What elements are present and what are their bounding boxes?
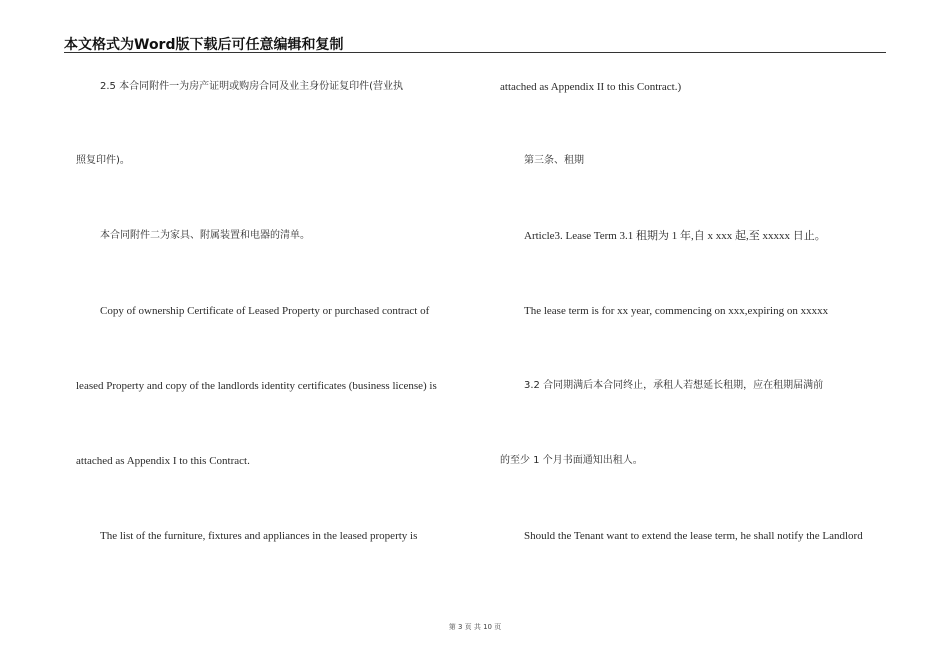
right-line-5: 3.2 合同期满后本合同终止，承租人若想延长租期，应在租期届满前 xyxy=(524,380,824,391)
right-line-4: The lease term is for xx year, commencing on xxx,expiring on xxxxx xyxy=(524,305,829,317)
right-line-6: 的至少 1 个月书面通知出租人。 xyxy=(500,455,643,466)
left-line-1: 2.5 本合同附件一为房产证明或购房合同及业主身份证复印件(营业执 xyxy=(100,81,403,92)
right-line-1: attached as Appendix II to this Contract.) xyxy=(500,81,682,93)
left-line-5: leased Property and copy of the landlords identity certificates (business license) is xyxy=(76,380,437,392)
left-line-4: Copy of ownership Certificate of Leased Property or purchased contract of xyxy=(100,305,430,317)
right-line-2: 第三条、租期 xyxy=(524,155,584,166)
right-line-3: Article3. Lease Term 3.1 租期为 1 年,自 x xxx 起,至 xxxxx 日止。 xyxy=(524,230,826,242)
left-line-6: attached as Appendix I to this Contract. xyxy=(76,455,250,467)
header-divider xyxy=(64,52,886,53)
page-header-title: 本文格式为Word版下载后可任意编辑和复制 xyxy=(64,37,344,53)
left-line-2: 照复印件)。 xyxy=(76,155,130,166)
right-line-7: Should the Tenant want to extend the lease term, he shall notify the Landlord xyxy=(524,530,863,542)
page-number-footer: 第 3 页 共 10 页 xyxy=(448,623,502,631)
left-line-7: The list of the furniture, fixtures and appliances in the leased property is xyxy=(100,530,418,542)
left-line-3: 本合同附件二为家具、附属装置和电器的清单。 xyxy=(100,230,310,241)
